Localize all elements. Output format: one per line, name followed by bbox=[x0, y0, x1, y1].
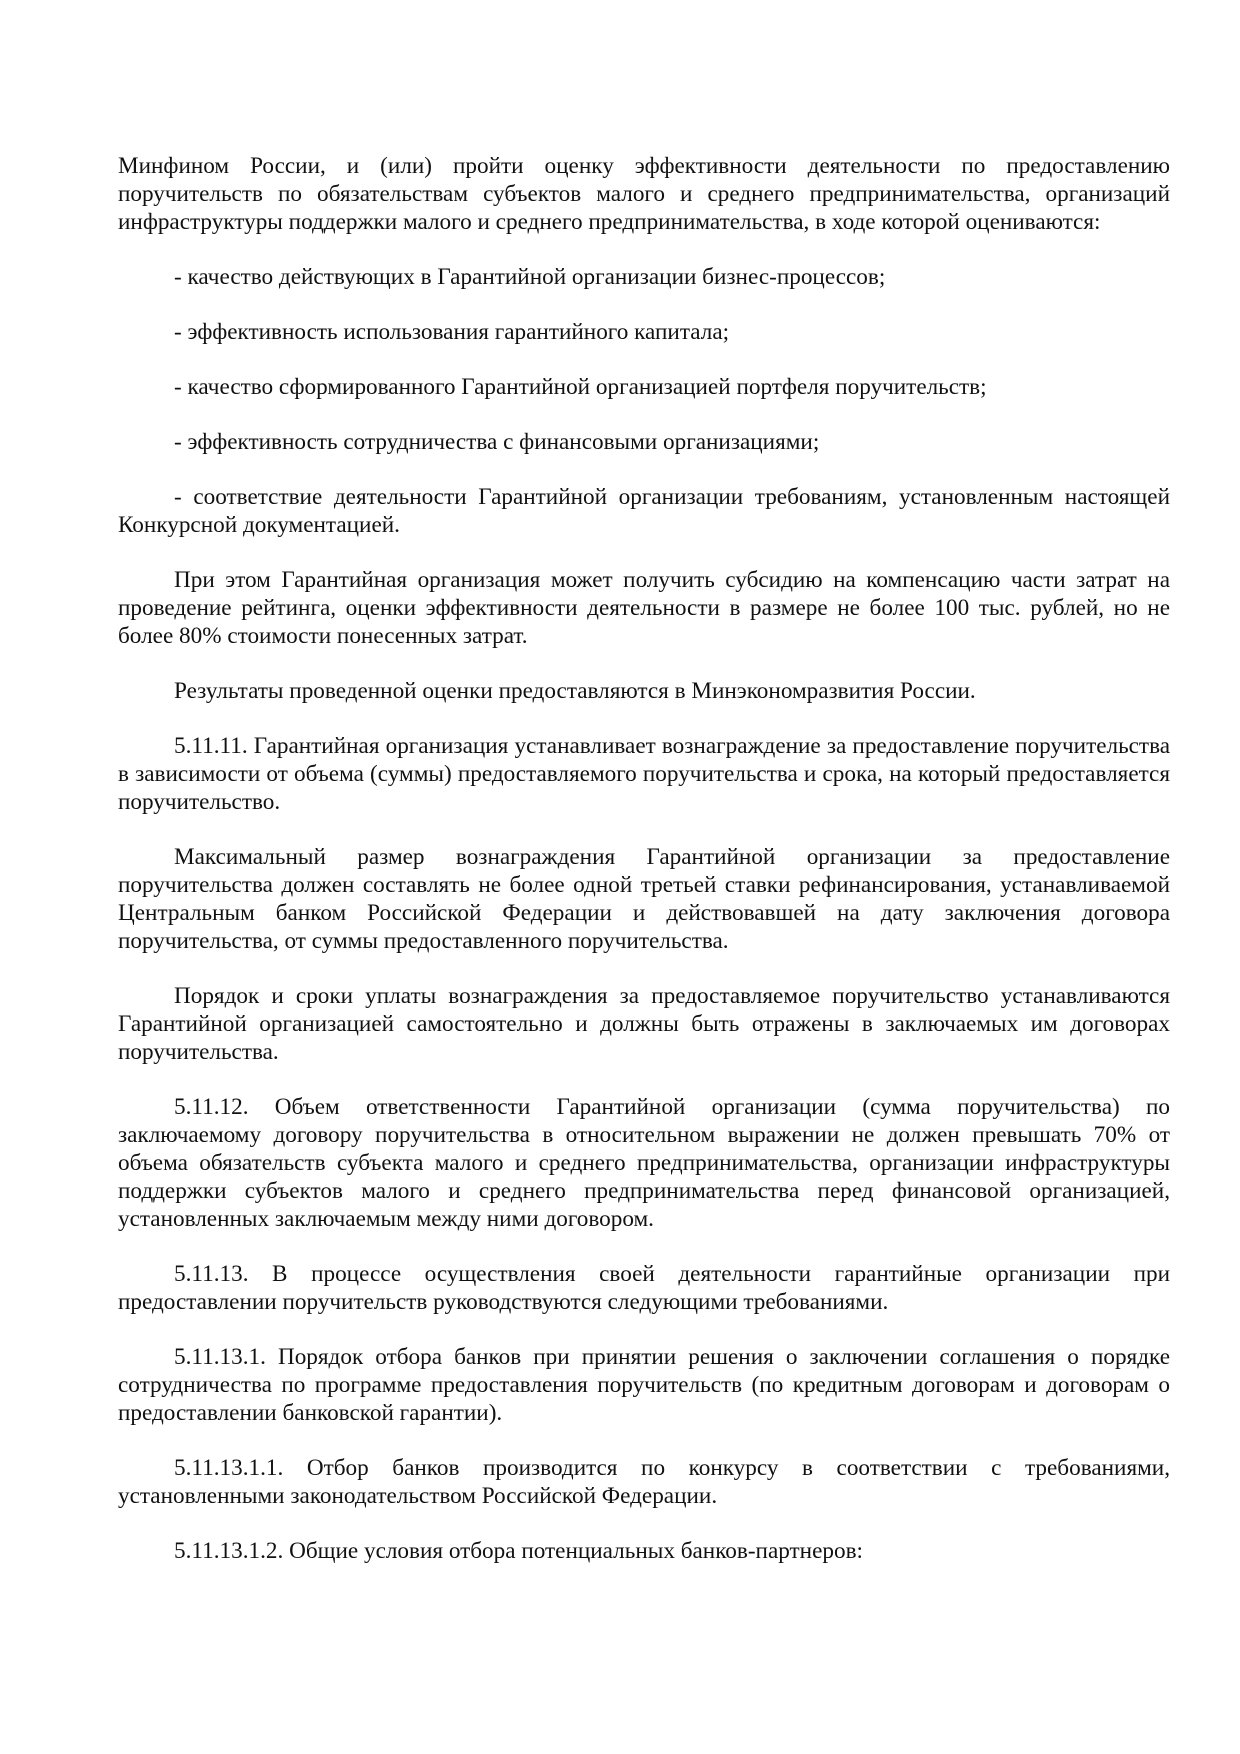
paragraph-evaluation-intro: Минфином России, и (или) пройти оценку эффективности деятельности по предоставлению поручительств по обязательствам субъектов малого и среднего предпринимательства, организаций инфраструктуры поддержки малого и среднего предпринимательства, в ходе которой оцениваются: bbox=[118, 153, 1170, 235]
paragraph-fee-payment: Порядок и сроки уплаты вознаграждения за предоставляемое поручительство устанавливаются Гарантийной организацией самостоятельно и должны быть отражены в заключаемых им договорах поручительства. bbox=[118, 983, 1170, 1065]
list-item-business-processes: - качество действующих в Гарантийной организации бизнес-процессов; bbox=[174, 264, 886, 290]
clause-5-11-13-1-2: 5.11.13.1.2. Общие условия отбора потенциальных банков-партнеров: bbox=[174, 1538, 863, 1564]
document-page bbox=[118, 152, 1170, 1592]
paragraph-max-fee: Максимальный размер вознаграждения Гарантийной организации за предоставление поручительства должен составлять не более одной третьей ставки рефинансирования, устанавливаемой Центральным банком Российской Федерации и действовавшей на дату заключения договора поручительства, от суммы предоставленного поручительства. bbox=[118, 844, 1170, 954]
list-item-portfolio-quality: - качество сформированного Гарантийной организацией портфеля поручительств; bbox=[174, 374, 987, 400]
paragraph-subsidy: При этом Гарантийная организация может получить субсидию на компенсацию части затрат на проведение рейтинга, оценки эффективности деятельности в размере не более 100 тыс. рублей, но не более 80% стоимости понесенных затрат. bbox=[118, 567, 1170, 649]
clause-5-11-11: 5.11.11. Гарантийная организация устанавливает вознаграждение за предоставление поручительства в зависимости от объема (суммы) предоставляемого поручительства и срока, на который предоставляется поручительство. bbox=[118, 733, 1170, 815]
paragraph-results: Результаты проведенной оценки предоставляются в Минэкономразвития России. bbox=[174, 678, 976, 704]
clause-5-11-13-1: 5.11.13.1. Порядок отбора банков при принятии решения о заключении соглашения о порядке сотрудничества по программе предоставления поручительств (по кредитным договорам и договорам о предоставлении банковской гарантии). bbox=[118, 1344, 1170, 1426]
clause-5-11-12: 5.11.12. Объем ответственности Гарантийной организации (сумма поручительства) по заключаемому договору поручительства в относительном выражении не должен превышать 70% от объема обязательств субъекта малого и среднего предпринимательства, организации инфраструктуры поддержки субъектов малого и среднего предпринимательства перед финансовой организацией, установленных заключаемым между ними договором. bbox=[118, 1094, 1170, 1232]
list-item-cooperation-efficiency: - эффективность сотрудничества с финансовыми организациями; bbox=[174, 429, 820, 455]
clause-5-11-13: 5.11.13. В процессе осуществления своей деятельности гарантийные организации при предоставлении поручительств руководствуются следующими требованиями. bbox=[118, 1261, 1170, 1315]
list-item-capital-efficiency: - эффективность использования гарантийного капитала; bbox=[174, 319, 730, 345]
list-item-compliance: - соответствие деятельности Гарантийной организации требованиям, установленным настоящей Конкурсной документацией. bbox=[118, 484, 1170, 538]
clause-5-11-13-1-1: 5.11.13.1.1. Отбор банков производится по конкурсу в соответствии с требованиями, установленными законодательством Российской Федерации. bbox=[118, 1455, 1170, 1509]
